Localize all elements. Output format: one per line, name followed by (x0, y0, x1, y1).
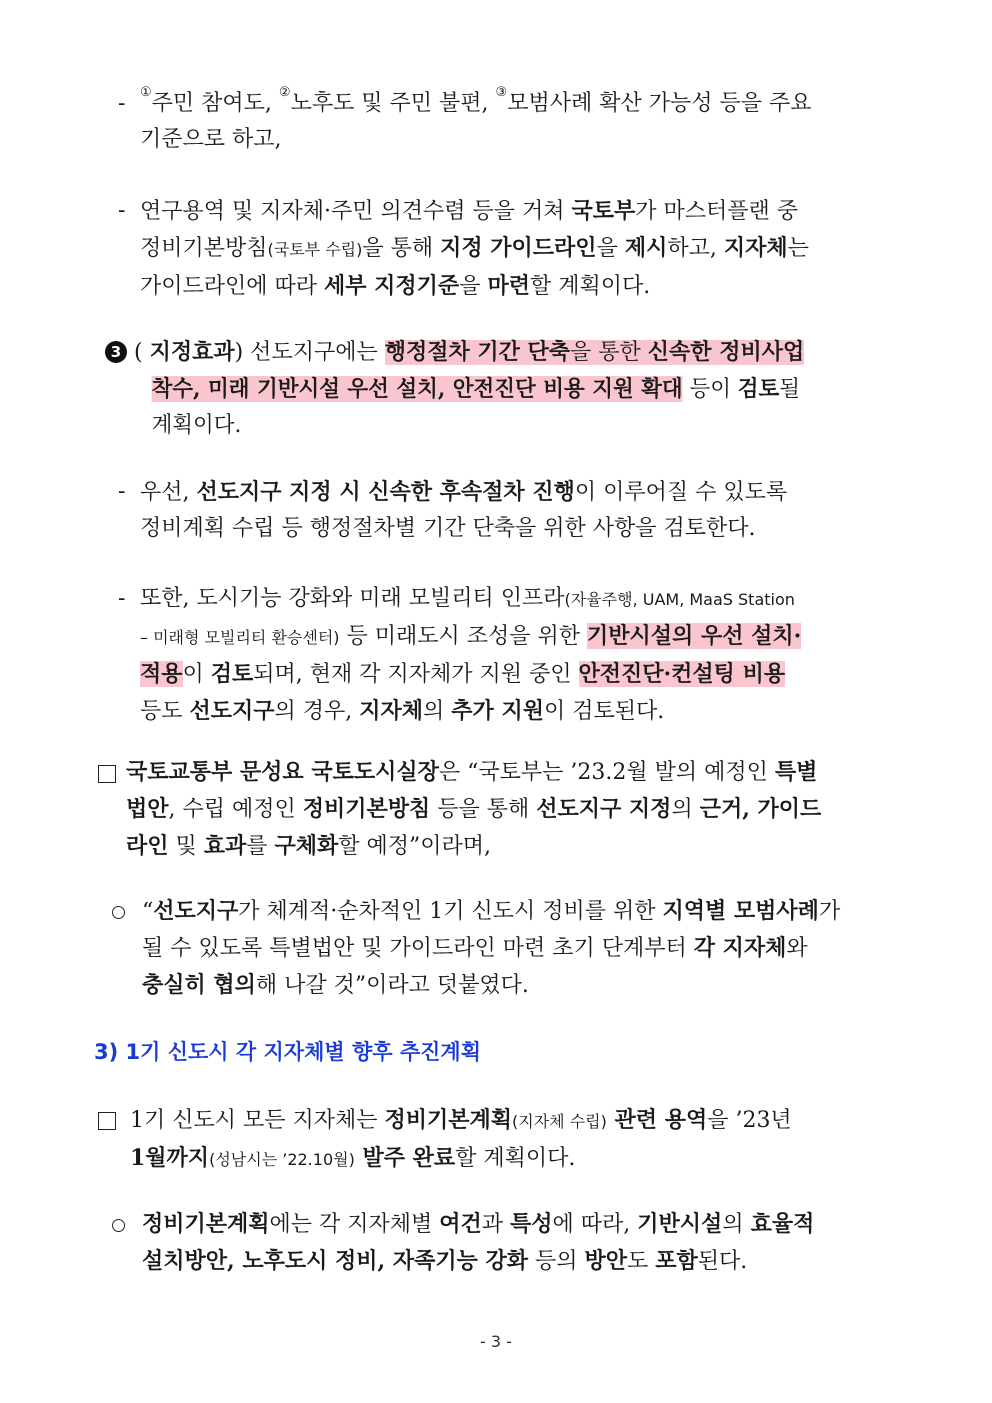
text: 검토 (210, 661, 254, 687)
highlight-text: 행정절차 기간 단축 (384, 339, 571, 365)
text: 할 계획이다. (529, 274, 651, 299)
paragraph-plan (130, 1102, 898, 1178)
text: 선도지구 지정 (536, 796, 672, 822)
text: 은 “국토부는 ’23.2월 발의 예정인 (438, 760, 775, 785)
text: 지역별 모범사례 (662, 898, 819, 924)
text: 선도지구 (189, 698, 275, 724)
text: ) 선도지구에는 (234, 340, 385, 365)
paragraph-basic-plan (142, 1206, 898, 1280)
text: 기반시설 (637, 1211, 723, 1237)
text: 을 (459, 274, 488, 299)
text: 등이 (682, 377, 738, 402)
page-number: - 3 - (480, 1332, 512, 1351)
text: 이 (182, 662, 211, 687)
text: 노후도 및 주민 불편, (290, 91, 496, 116)
text: 해 나갈 것”이라고 덧붙였다. (255, 973, 529, 998)
text: 를 (246, 834, 275, 859)
text: 의 경우, (274, 699, 360, 724)
text: 관련 용역 (606, 1107, 708, 1133)
text: 되며, 현재 각 지자체가 지원 중인 (253, 662, 579, 687)
text: 지정 가이드라인 (440, 235, 597, 261)
text: 라인 (126, 833, 169, 859)
text: 정비계획 수립 등 행정절차별 기간 단축을 위한 사항을 검토한다. (140, 516, 756, 541)
text: 을 (596, 236, 625, 261)
dash-bullet: - (118, 479, 126, 504)
text: 선도지구 (153, 898, 239, 924)
text: 방안 (584, 1248, 628, 1274)
highlight-text: 기반시설의 우선 설치· (587, 623, 802, 649)
text: 에 따라, (552, 1212, 638, 1237)
text: 정비기본방침 (140, 236, 268, 261)
section-heading: 3) 1기 신도시 각 지자체별 향후 추진계획 (94, 1040, 481, 1064)
text: 국토부 (571, 198, 636, 224)
text: 모범사례 확산 가능성 등을 주요 (507, 91, 812, 116)
dash-bullet: - (118, 198, 126, 223)
text: (성남시는 ’22.10월) (209, 1150, 355, 1169)
text: 우선, (140, 480, 197, 505)
text: 하고, (667, 236, 724, 261)
text: 도 (627, 1249, 656, 1274)
text: 이 검토된다. (543, 699, 665, 724)
text: 등의 (528, 1249, 585, 1274)
text: 여건 (439, 1211, 482, 1237)
text: 기준으로 하고, (140, 127, 282, 152)
text: (지자체 수립) (512, 1112, 607, 1131)
text: 의 (423, 699, 452, 724)
text: 1기 신도시 모든 지자체는 (130, 1108, 385, 1133)
circled-1: ① (140, 85, 152, 100)
text: 검토 (737, 376, 780, 402)
text: 1월까지 (130, 1145, 210, 1171)
text: 특별 (774, 759, 818, 785)
circled-2: ② (278, 85, 291, 100)
text: 구체화 (274, 833, 339, 859)
paragraph-procedure (140, 474, 898, 547)
paragraph-effects (134, 334, 898, 444)
text: 등 미래도시 조성을 위한 (339, 624, 588, 649)
text: 추가 지원 (451, 698, 544, 724)
text: 법안 (126, 796, 169, 822)
paragraph-quote-official (126, 754, 898, 865)
text: 지자체 (723, 235, 788, 261)
text: 가 마스터플랜 중 (635, 199, 799, 224)
paragraph-quote-model (142, 893, 898, 1004)
highlight-text: 신속한 정비사업 (647, 339, 805, 365)
text: 의 (671, 797, 700, 822)
text: 계획이다. (151, 413, 242, 438)
text: 포함 (655, 1248, 698, 1274)
text: 및 (168, 834, 204, 859)
text: 세부 지정기준 (324, 273, 460, 299)
text: 등도 (140, 699, 190, 724)
text: 과 (481, 1212, 511, 1237)
text: 마련 (487, 273, 530, 299)
text: 는 (787, 236, 809, 261)
text: 각 지자체 (693, 935, 787, 961)
text: 가 (818, 899, 841, 924)
text: 설치방안, 노후도시 정비, 자족기능 강화 (142, 1248, 528, 1274)
text: 효과 (203, 833, 247, 859)
text: 제시 (624, 235, 668, 261)
text: 정비기본계획 (142, 1211, 270, 1237)
highlight-text: 안전진단·컨설팅 비용 (578, 661, 786, 687)
text: 의 (722, 1212, 751, 1237)
text: , 수립 예정인 (168, 797, 303, 822)
text: 특성 (510, 1211, 553, 1237)
text: 정비기본방침 (302, 796, 431, 822)
text: 될 수 있도록 특별법안 및 가이드라인 마련 초기 단계부터 (142, 936, 694, 961)
text: 선도지구 지정 시 신속한 후속절차 진행 (196, 479, 575, 505)
circle-bullet-icon (112, 906, 125, 919)
text: “ (142, 899, 154, 924)
text: 근거, 가이드 (699, 796, 822, 822)
text: 가 체계적·순차적인 1기 신도시 정비를 위한 (238, 899, 663, 924)
circled-3: ③ (495, 85, 508, 100)
text: 또한, 도시기능 강화와 미래 모빌리티 인프라 (140, 586, 565, 611)
text: 가이드라인에 따라 (140, 274, 325, 299)
text: 을 ’23년 (707, 1108, 792, 1133)
text: (국토부 수립) (267, 240, 363, 259)
dash-bullet: - (118, 91, 126, 116)
paragraph-criteria (140, 86, 898, 158)
highlight-text: 을 통한 (570, 340, 648, 365)
text: 에는 각 지자체별 (269, 1212, 440, 1237)
text: 연구용역 및 지자체·주민 의견수렴 등을 거쳐 (140, 199, 572, 224)
text: 될 (779, 377, 801, 402)
text: 을 통해 (362, 236, 441, 261)
text: 이 이루어질 수 있도록 (574, 480, 788, 505)
text: 지자체 (359, 698, 424, 724)
square-bullet-icon (98, 765, 116, 783)
text: (자율주행, UAM, MaaS Station (564, 590, 795, 609)
square-bullet-icon (98, 1112, 116, 1130)
text: 충실히 협의 (142, 972, 256, 998)
text: 와 (786, 936, 808, 961)
paragraph-infrastructure (140, 581, 898, 730)
text: 할 예정”이라며, (338, 834, 492, 859)
text: ( (134, 340, 143, 365)
text: 지정효과 (149, 339, 235, 365)
dash-bullet: - (118, 586, 126, 611)
text: 정비기본계획 (384, 1107, 513, 1133)
paragraph-guideline (140, 193, 898, 305)
text: 효율적 (750, 1211, 815, 1237)
circle-bullet-icon (112, 1219, 125, 1232)
text: 등을 통해 (430, 797, 537, 822)
text: 된다. (697, 1249, 748, 1274)
text: 할 계획이다. (455, 1146, 576, 1171)
text: – 미래형 모빌리티 환승센터) (140, 628, 340, 647)
text: 발주 완료 (354, 1145, 456, 1171)
circled-number-3-icon: 3 (105, 341, 127, 363)
highlight-text: 적용 (140, 661, 183, 687)
text: 주민 참여도, (151, 91, 279, 116)
highlight-text: 착수, 미래 기반시설 우선 설치, 안전진단 비용 지원 확대 (151, 376, 683, 402)
text: 국토교통부 문성요 국토도시실장 (126, 759, 439, 785)
